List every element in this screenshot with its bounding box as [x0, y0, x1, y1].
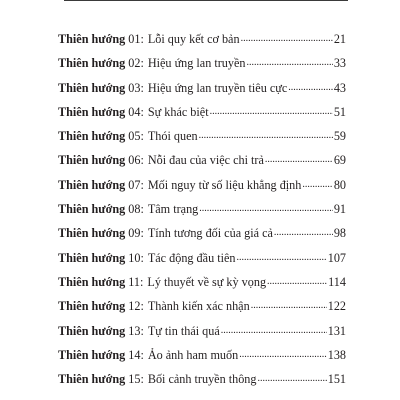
- toc-entry-colon: :: [140, 347, 144, 362]
- toc-entry-title: Thành kiến xác nhận: [147, 299, 250, 314]
- toc-entry-title: Tính tương đối của giá cả: [147, 226, 273, 241]
- toc-entry-page: 138: [327, 347, 346, 362]
- toc-entry: [58, 80, 346, 104]
- toc-entry-number: 13: [128, 323, 141, 338]
- toc-dot-leader: [210, 102, 333, 120]
- toc-entry-colon: :: [140, 202, 144, 217]
- toc-entry-title: Tác động đầu tiên: [147, 250, 236, 265]
- toc-entry-number: 12: [128, 299, 141, 314]
- toc-entry-page: 151: [327, 372, 346, 387]
- toc-entry-title: Ảo ảnh ham muốn: [147, 347, 239, 362]
- toc-entry-prefix: Thiên hướng: [58, 202, 126, 217]
- toc-entry: [58, 298, 346, 322]
- toc-entry: [58, 250, 346, 274]
- toc-entry: [58, 225, 346, 249]
- toc-entry-title: Mối nguy từ số liệu khẳng định: [147, 177, 302, 192]
- toc-dot-leader: [274, 223, 333, 241]
- toc-entry-page: 33: [333, 56, 346, 71]
- toc-entry-title: Hiệu ứng lan truyền: [147, 56, 246, 71]
- toc-entry: [58, 177, 346, 201]
- toc-entry: [58, 371, 346, 395]
- toc-entry-page: 59: [333, 129, 346, 144]
- toc-entry-number: 14: [128, 347, 141, 362]
- toc-entry-colon: :: [140, 226, 144, 241]
- toc-entry-page: 69: [333, 153, 346, 168]
- toc-entry-prefix: Thiên hướng: [58, 177, 126, 192]
- toc-dot-leader: [265, 150, 333, 168]
- toc-entry-page: 131: [327, 323, 346, 338]
- toc-entry-colon: :: [140, 299, 144, 314]
- toc-entry-prefix: Thiên hướng: [58, 153, 126, 168]
- toc-entry-colon: :: [140, 177, 144, 192]
- toc-entry-prefix: Thiên hướng: [58, 372, 126, 387]
- toc-entry-number: 01: [128, 32, 141, 46]
- toc-entry-prefix: Thiên hướng: [58, 226, 126, 241]
- toc-entry: [58, 104, 346, 128]
- toc-entry-number: 08: [128, 202, 141, 217]
- toc-dot-leader: [251, 296, 327, 314]
- toc-entry-colon: :: [140, 323, 144, 338]
- toc-entry-page: 107: [327, 250, 346, 265]
- toc-entry-prefix: Thiên hướng: [58, 56, 126, 71]
- toc-entry-colon: :: [140, 250, 144, 265]
- toc-dot-leader: [199, 199, 333, 217]
- toc-entry-colon: :: [140, 274, 144, 289]
- toc-entry-title: Lỗi quy kết cơ bản: [147, 32, 240, 46]
- toc-entry: [58, 347, 346, 371]
- toc-entry-number: 06: [128, 153, 141, 168]
- toc-entry-prefix: Thiên hướng: [58, 323, 126, 338]
- toc-dot-leader: [302, 175, 332, 193]
- toc-entry-page: 21: [333, 32, 346, 46]
- toc-dot-leader: [267, 272, 327, 290]
- toc-entry-number: 07: [128, 177, 141, 192]
- toc-entry-page: 80: [333, 177, 346, 192]
- toc-entry-colon: :: [140, 56, 144, 71]
- toc-entry-colon: :: [140, 153, 144, 168]
- toc-entry-prefix: Thiên hướng: [58, 32, 126, 46]
- toc-entry-prefix: Thiên hướng: [58, 80, 126, 95]
- toc-entry-number: 03: [128, 80, 141, 95]
- toc-entry-number: 04: [128, 104, 141, 119]
- top-rule: [64, 0, 348, 1]
- table-of-contents: [58, 31, 346, 395]
- toc-entry-title: Sự khác biệt: [147, 104, 209, 119]
- toc-entry: [58, 55, 346, 79]
- toc-dot-leader: [221, 321, 327, 339]
- toc-entry-title: Thói quen: [147, 129, 198, 144]
- toc-dot-leader: [239, 345, 327, 363]
- toc-entry: [58, 323, 346, 347]
- toc-entry-number: 05: [128, 129, 141, 144]
- toc-entry-number: 15: [128, 372, 141, 387]
- toc-entry: [58, 274, 346, 298]
- toc-dot-leader: [288, 78, 333, 96]
- toc-entry-prefix: Thiên hướng: [58, 104, 126, 119]
- toc-dot-leader: [199, 126, 333, 144]
- toc-entry-page: 43: [333, 80, 346, 95]
- toc-entry: [58, 128, 346, 152]
- toc-dot-leader: [246, 53, 332, 71]
- toc-dot-leader: [257, 369, 326, 387]
- toc-entry: [58, 152, 346, 176]
- toc-entry-prefix: Thiên hướng: [58, 347, 126, 362]
- toc-entry-title: Tự tin thái quá: [147, 323, 220, 338]
- toc-entry-number: 09: [128, 226, 141, 241]
- toc-entry-page: 91: [333, 202, 346, 217]
- toc-entry-title: Nỗi đau của việc chi trả: [147, 153, 264, 168]
- toc-entry-prefix: Thiên hướng: [58, 250, 126, 265]
- toc-entry-number: 10: [128, 250, 141, 265]
- toc-dot-leader: [236, 248, 326, 266]
- toc-entry-colon: :: [140, 129, 144, 144]
- toc-entry-number: 02: [128, 56, 141, 71]
- toc-entry-page: 114: [328, 274, 346, 289]
- toc-entry-colon: :: [140, 80, 144, 95]
- toc-entry-prefix: Thiên hướng: [58, 299, 126, 314]
- toc-entry-title: Lý thuyết về sự kỳ vọng: [147, 274, 267, 289]
- toc-entry-title: Tâm trạng: [147, 202, 199, 217]
- toc-entry-colon: :: [140, 32, 144, 46]
- toc-entry-colon: :: [140, 104, 144, 119]
- toc-entry-page: 51: [333, 104, 346, 119]
- toc-entry-page: 122: [327, 299, 346, 314]
- toc-entry-prefix: Thiên hướng: [58, 129, 126, 144]
- toc-entry-title: Bối cảnh truyền thông: [147, 372, 257, 387]
- toc-entry-title: Hiệu ứng lan truyền tiêu cực: [147, 80, 288, 95]
- toc-entry-page: 98: [333, 226, 346, 241]
- toc-entry: [58, 31, 346, 55]
- toc-entry: [58, 201, 346, 225]
- toc-entry-number: 11: [128, 274, 140, 289]
- toc-entry-colon: :: [140, 372, 144, 387]
- toc-dot-leader: [241, 29, 333, 47]
- toc-entry-prefix: Thiên hướng: [58, 274, 126, 289]
